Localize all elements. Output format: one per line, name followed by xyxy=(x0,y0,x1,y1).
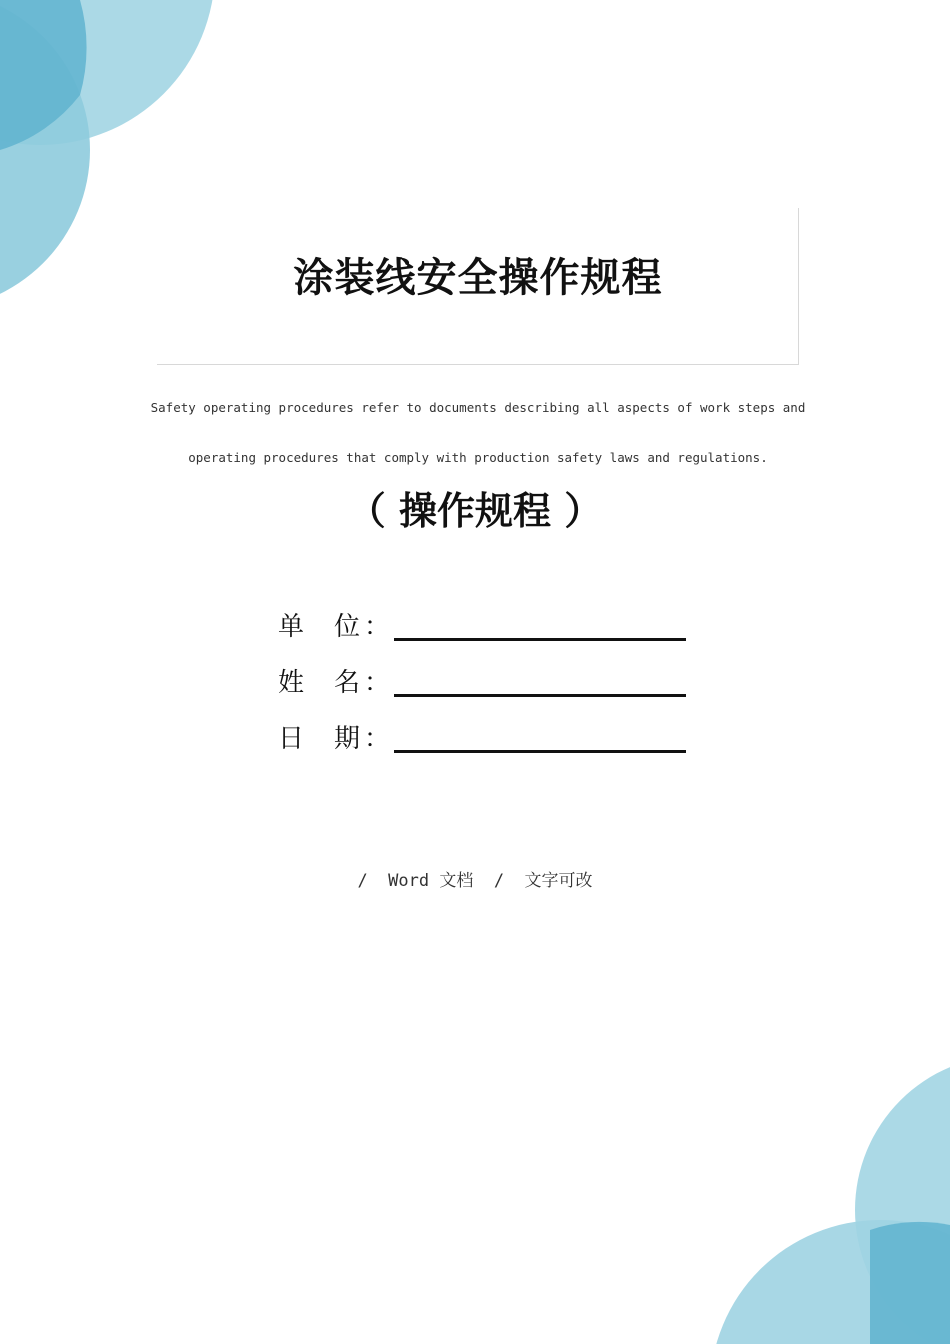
document-category: （ 操作规程 ） xyxy=(347,489,603,533)
form-row-date xyxy=(278,718,698,774)
bottom-right-circle-decoration xyxy=(710,1055,950,1344)
name-label: 姓 名 xyxy=(278,668,360,698)
unit-colon: ： xyxy=(364,612,391,642)
name-field[interactable] xyxy=(394,694,686,697)
unit-label: 单 位 xyxy=(278,612,360,642)
document-title: 涂装线安全操作规程 xyxy=(293,255,663,301)
date-colon: ： xyxy=(364,724,391,754)
date-field[interactable] xyxy=(394,750,686,753)
subtitle-line-1: Safety operating procedures refer to documents describing all aspects of work steps and xyxy=(150,400,806,415)
title-box xyxy=(157,208,799,365)
unit-field[interactable] xyxy=(394,638,686,641)
date-label: 日 期 xyxy=(278,724,360,754)
form-row-name xyxy=(278,662,698,718)
name-colon: ： xyxy=(364,668,391,698)
info-form xyxy=(278,606,698,774)
subtitle-line-2: operating procedures that comply with production safety laws and regulations. xyxy=(188,450,768,465)
form-row-unit xyxy=(278,606,698,662)
footer-note: / Word 文档 / 文字可改 xyxy=(357,871,593,891)
